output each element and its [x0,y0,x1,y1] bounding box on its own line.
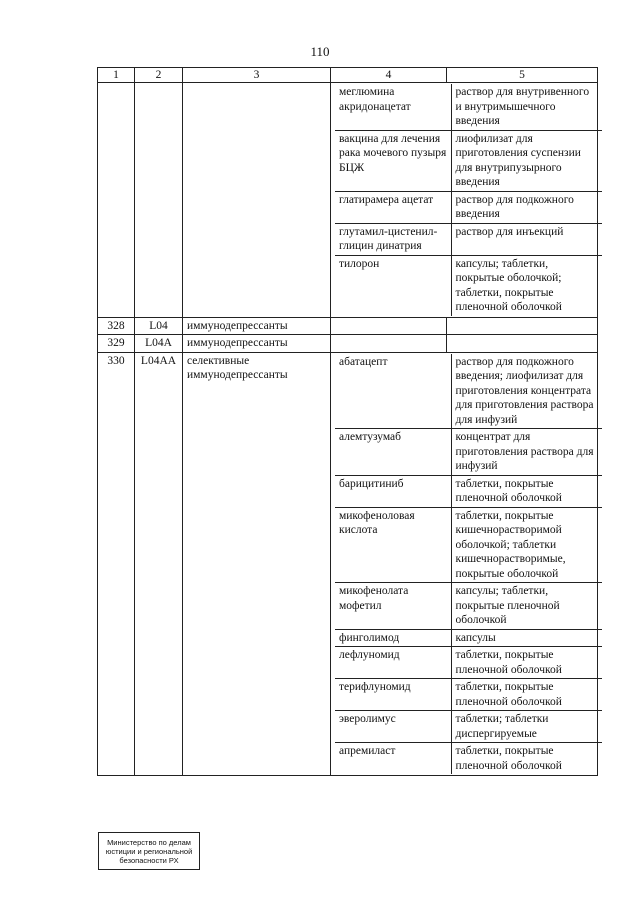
drug-form: капсулы; таблетки, покрытые оболочкой; таблетки, покрытые пленочной оболочкой [451,255,602,316]
continued-group-row [98,83,598,318]
drug-list [331,83,598,318]
ministry-stamp [98,832,200,870]
desc-cell: селективные иммунодепрессанты [183,352,331,776]
code-cell: L04A [135,335,183,353]
drug-row [335,647,602,679]
continued-drug-table [335,84,602,316]
stamp-line-2: юстиции и региональной [105,846,193,856]
drug-name: микофенолата мофетил [335,583,451,630]
drug-row [335,507,602,583]
code-cell [135,83,183,318]
drug-name: эверолимус [335,711,451,743]
group-330-drug-table [335,354,602,775]
drug-name: терифлуномид [335,679,451,711]
drug-name: меглюмина акридонацетат [335,84,451,130]
header-col-4: 4 [331,68,447,83]
drug-form: таблетки, покрытые пленочной оболочкой [451,743,602,775]
code-cell: L04 [135,317,183,335]
drug-row [335,130,602,191]
desc-cell: иммунодепрессанты [183,335,331,353]
drug-form: таблетки, покрытые пленочной оболочкой [451,679,602,711]
drug-form: капсулы [451,629,602,647]
drug-form: раствор для подкожного введения [451,191,602,223]
drug-name: барицитиниб [335,475,451,507]
group-row-329 [98,335,598,353]
drug-form [447,335,598,353]
num-cell: 328 [98,317,135,335]
drug-form: таблетки, покрытые пленочной оболочкой [451,647,602,679]
desc-cell: иммунодепрессанты [183,317,331,335]
header-row [98,68,598,83]
drug-row [335,429,602,476]
page-number: 110 [310,44,330,59]
drug-row [335,191,602,223]
drug-form: таблетки, покрытые пленочной оболочкой [451,475,602,507]
drug-row [335,475,602,507]
drug-form: таблетки; таблетки диспергируемые [451,711,602,743]
drug-form [447,317,598,335]
drug-row [335,679,602,711]
drug-name: глутамил-цистенил-глицин динатрия [335,223,451,255]
drug-row [335,84,602,130]
header-col-1: 1 [98,68,135,83]
drug-form: лиофилизат для приготовления суспензии для внутрипузырного введения [451,130,602,191]
drug-row [335,743,602,775]
drug-name: абатацепт [335,354,451,429]
drug-name: тилорон [335,255,451,316]
drug-row [335,629,602,647]
drug-form: таблетки, покрытые кишечнорастворимой оболочкой; таблетки кишечнорастворимые, покрытые оболочкой [451,507,602,583]
header-col-3: 3 [183,68,331,83]
header-col-2: 2 [135,68,183,83]
group-row-330 [98,352,598,776]
drug-form: раствор для инъекций [451,223,602,255]
drug-name: лефлуномид [335,647,451,679]
num-cell [98,83,135,318]
drug-row [335,255,602,316]
drug-row [335,711,602,743]
drug-name [331,317,447,335]
drug-form: концентрат для приготовления раствора для инфузий [451,429,602,476]
drug-name: апремиласт [335,743,451,775]
drug-name: финголимод [335,629,451,647]
drug-name [331,335,447,353]
drug-table [97,67,598,776]
desc-cell [183,83,331,318]
drug-form: раствор для внутривенного и внутримышечного введения [451,84,602,130]
drug-row [335,583,602,630]
stamp-line-1: Министерство по делам [107,837,191,847]
header-col-5: 5 [447,68,598,83]
drug-form: раствор для подкожного введения; лиофилизат для приготовления концентрата для приготовления раствора для инфузий [451,354,602,429]
drug-name: глатирамера ацетат [335,191,451,223]
drug-name: вакцина для лечения рака мочевого пузыря БЦЖ [335,130,451,191]
num-cell: 329 [98,335,135,353]
group-row-328 [98,317,598,335]
drug-name: алемтузумаб [335,429,451,476]
drug-list [331,352,598,776]
drug-form: капсулы; таблетки, покрытые пленочной оболочкой [451,583,602,630]
stamp-line-3: безопасности РХ [119,855,179,865]
code-cell: L04AA [135,352,183,776]
num-cell: 330 [98,352,135,776]
drug-row [335,354,602,429]
drug-row [335,223,602,255]
drug-name: микофеноловая кислота [335,507,451,583]
